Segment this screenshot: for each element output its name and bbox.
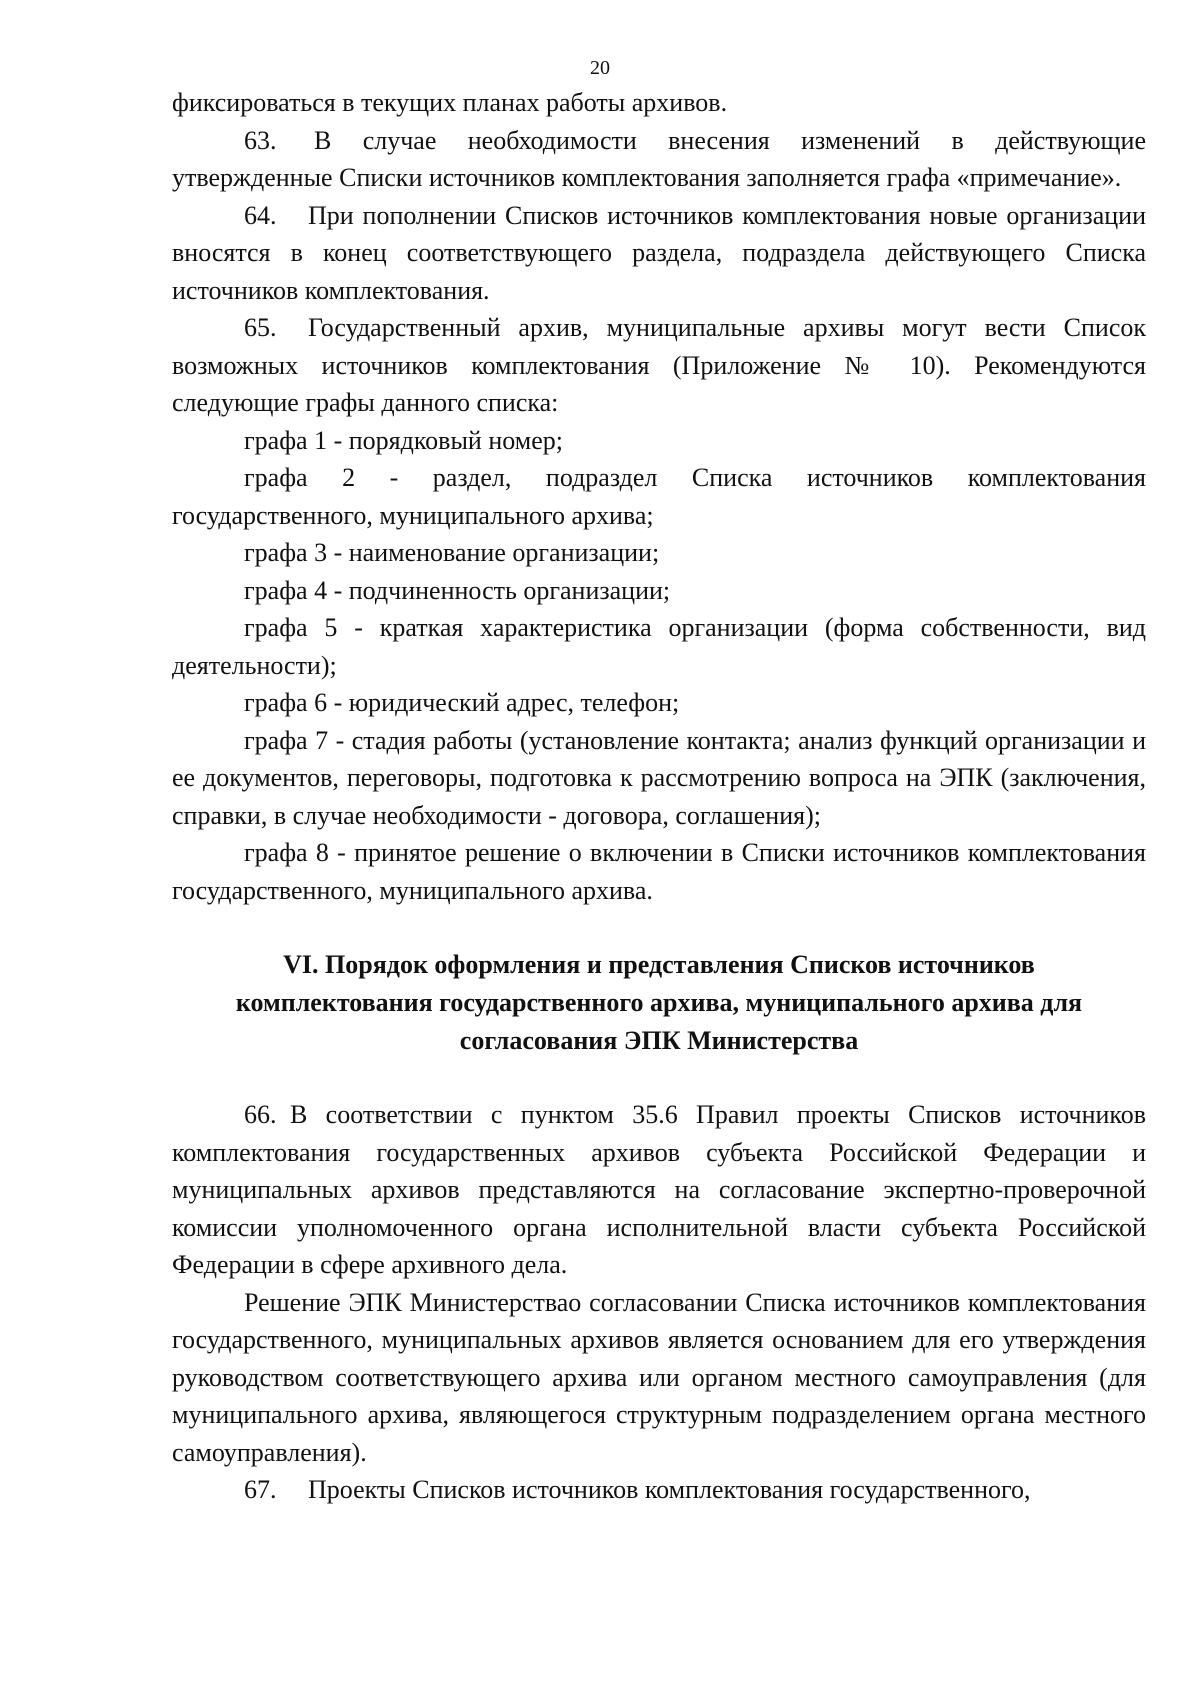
column-item-4: графа 4 - подчиненность организации; — [244, 575, 671, 605]
paragraph-text: В соответствии с пунктом 35.6 Правил проекты Списков источников комплектования государственных архивов субъекта Российской Федерации и муниципальных архивов представляются на согласование экспертно-проверочной комиссии уполномоченного органа исполнительной власти субъекта Российской Федерации в сфере архивного дела. — [172, 1100, 1146, 1279]
item-number: 67. — [244, 1475, 277, 1504]
column-item-8: графа 8 - принятое решение о включении в Списки источников комплектования государственного, муниципального архива. — [172, 838, 1146, 905]
page-number: 20 — [590, 57, 610, 79]
paragraph-67 — [172, 1471, 1146, 1509]
paragraph-65 — [172, 309, 1146, 422]
section-heading — [172, 946, 1146, 1060]
paragraph-66-decision: Решение ЭПК Министерствао согласовании Списка источников комплектования государственного, муниципальных архивов является основанием для его утверждения руководством соответствующего архива или органом местного самоуправления (для муниципального архива, являющегося структурным подразделением органа местного самоуправления). — [172, 1287, 1146, 1467]
column-item-5: графа 5 - краткая характеристика организации (форма собственности, вид деятельности); — [172, 613, 1146, 680]
paragraph-text: Государственный архив, муниципальные архивы могут вести Список возможных источников комплектования (Приложение № 10). Рекомендуются следующие графы данного списка: — [172, 313, 1146, 417]
section-heading-line-3: согласования ЭПК Министерства — [459, 1026, 859, 1055]
paragraph-text: Проекты Списков источников комплектования государственного, — [308, 1475, 1031, 1504]
paragraph-text: При пополнении Списков источников комплектования новые организации вносятся в конец соответствующего раздела, подраздела действующего Списка источников комплектования. — [172, 200, 1146, 305]
item-number: 65. — [244, 313, 277, 342]
document-body — [172, 84, 1146, 1509]
paragraph-64 — [172, 197, 1146, 310]
paragraph-63 — [172, 122, 1146, 197]
column-item-2: графа 2 - раздел, подраздел Списка источников комплектования государственного, муниципального архива; — [172, 463, 1146, 530]
section-heading-line-1: VI. Порядок оформления и представления Списков источников — [283, 950, 1035, 979]
item-number: 63. — [244, 125, 277, 155]
column-item-7: графа 7 - стадия работы (установление контакта; анализ функций организации и ее документов, переговоры, подготовка к рассмотрению вопроса на ЭПК (заключения, справки, в случае необходимости - договора, соглашения); — [172, 725, 1146, 830]
column-item-1: графа 1 - порядковый номер; — [244, 425, 563, 455]
column-item-6: графа 6 - юридический адрес, телефон; — [244, 688, 680, 717]
item-number: 66. — [244, 1100, 277, 1129]
section-heading-line-2: комплектования государственного архива, муниципального архива для — [235, 988, 1083, 1017]
item-number: 64. — [244, 200, 277, 230]
column-item-3: графа 3 - наименование организации; — [244, 538, 660, 567]
paragraph-text: В случае необходимости внесения изменений в действующие утвержденные Списки источников комплектования заполняется графа «примечание». — [172, 125, 1146, 192]
paragraph-66 — [172, 1096, 1146, 1284]
paragraph-continuation: фиксироваться в текущих планах работы архивов. — [172, 88, 728, 117]
